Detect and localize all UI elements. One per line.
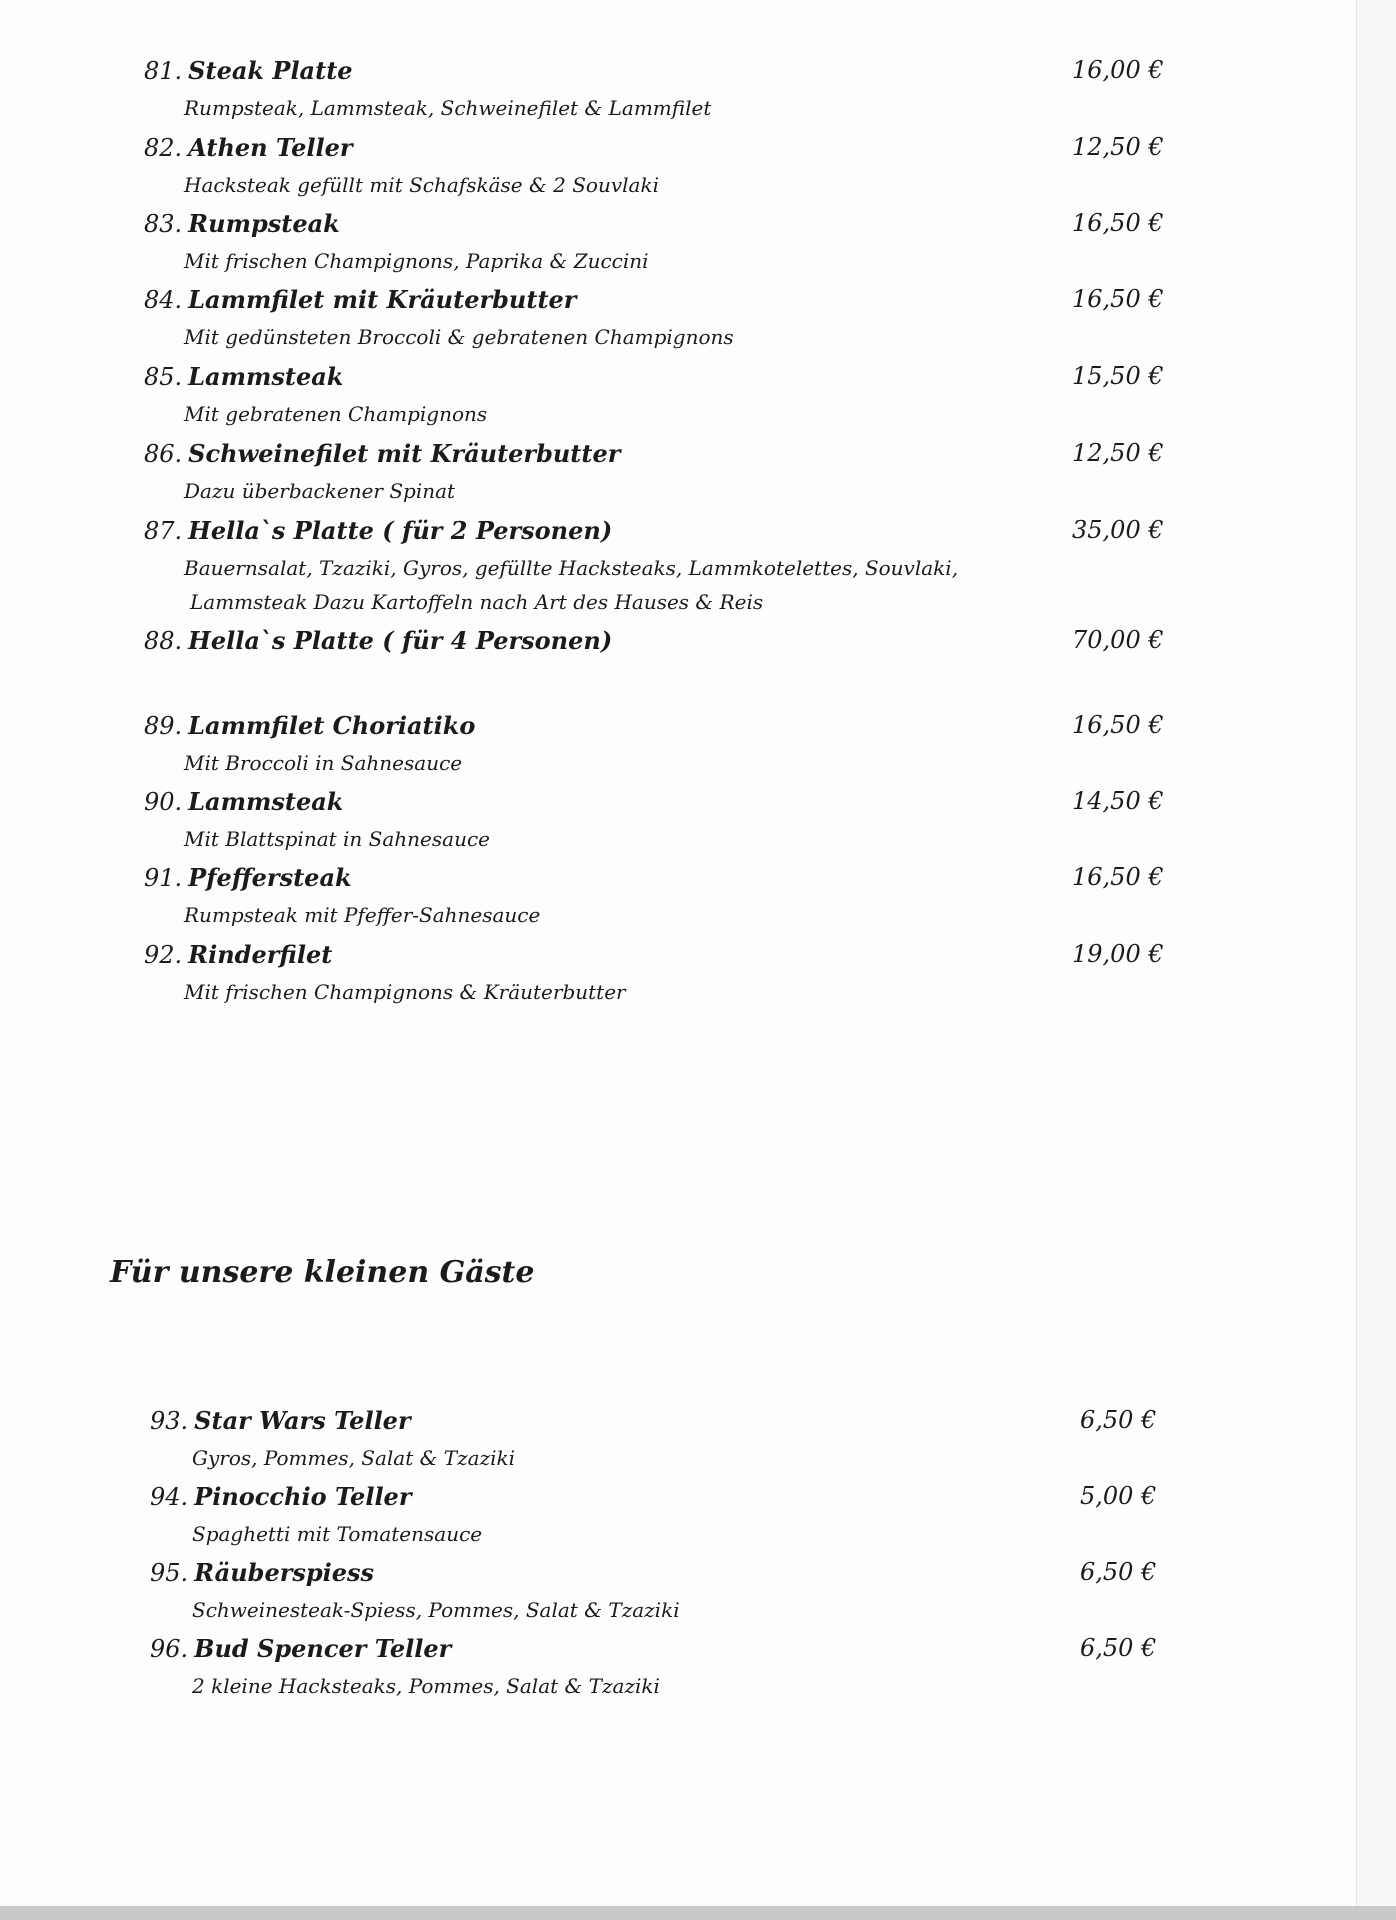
item-number: 89.: [144, 712, 183, 740]
item-number: 93.: [150, 1407, 189, 1435]
kids-section-title: Für unsere kleinen Gäste: [110, 1255, 535, 1290]
menu-item-title: [144, 209, 340, 238]
item-description: Gyros, Pommes, Salat & Tzaziki: [192, 1446, 516, 1470]
item-description: Hacksteak gefüllt mit Schafskäse & 2 Souvlaki: [184, 173, 659, 197]
item-description: Mit frischen Champignons, Paprika & Zuccini: [184, 249, 649, 273]
item-description: Bauernsalat, Tzaziki, Gyros, gefüllte Hacksteaks, Lammkotelettes, Souvlaki,: [184, 556, 959, 580]
menu-item-title: [150, 1558, 374, 1587]
item-name: Lammsteak: [188, 787, 344, 816]
item-price: 12,50 €: [1072, 133, 1164, 161]
item-price: 5,00 €: [1080, 1482, 1157, 1510]
item-number: 86.: [144, 440, 183, 468]
item-number: 92.: [144, 941, 183, 969]
item-name: Hella`s Platte ( für 2 Personen): [188, 516, 613, 545]
item-name: Lammfilet mit Kräuterbutter: [188, 285, 577, 314]
item-name: Lammfilet Choriatiko: [188, 711, 476, 740]
item-price: 16,50 €: [1072, 209, 1164, 237]
item-price: 12,50 €: [1072, 439, 1164, 467]
item-name: Rumpsteak: [188, 209, 340, 238]
menu-item-title: [144, 787, 343, 816]
item-name: Pfeffersteak: [188, 863, 352, 892]
item-name: Hella`s Platte ( für 4 Personen): [188, 626, 613, 655]
item-price: 70,00 €: [1072, 626, 1164, 654]
item-number: 87.: [144, 517, 183, 545]
item-description: Mit frischen Champignons & Kräuterbutter: [184, 980, 626, 1004]
menu-item-title: [150, 1634, 451, 1663]
item-number: 81.: [144, 57, 183, 85]
item-description: Schweinesteak-Spiess, Pommes, Salat & Tzaziki: [192, 1598, 680, 1622]
item-name: Rinderfilet: [188, 940, 333, 969]
item-number: 84.: [144, 286, 183, 314]
item-price: 6,50 €: [1080, 1406, 1157, 1434]
menu-item-title: [144, 56, 353, 85]
item-price: 19,00 €: [1072, 940, 1164, 968]
menu-item-title: [144, 626, 612, 655]
item-description: Mit Broccoli in Sahnesauce: [184, 751, 463, 775]
item-name: Schweinefilet mit Kräuterbutter: [188, 439, 621, 468]
item-price: 16,50 €: [1072, 863, 1164, 891]
item-price: 14,50 €: [1072, 787, 1164, 815]
menu-item-title: [144, 133, 353, 162]
item-price: 35,00 €: [1072, 516, 1164, 544]
item-description: Lammsteak Dazu Kartoffeln nach Art des Hauses & Reis: [190, 590, 764, 614]
item-price: 15,50 €: [1072, 362, 1164, 390]
menu-item-title: [144, 711, 475, 740]
menu-item-title: [144, 863, 352, 892]
item-description: Mit gebratenen Champignons: [184, 402, 488, 426]
item-price: 16,50 €: [1072, 711, 1164, 739]
item-number: 85.: [144, 363, 183, 391]
item-description: Rumpsteak, Lammsteak, Schweinefilet & Lammfilet: [184, 96, 712, 120]
item-number: 90.: [144, 788, 183, 816]
item-price: 16,00 €: [1072, 56, 1164, 84]
item-description: Spaghetti mit Tomatensauce: [192, 1522, 483, 1546]
item-number: 82.: [144, 134, 183, 162]
item-number: 88.: [144, 627, 183, 655]
item-name: Athen Teller: [188, 133, 353, 162]
menu-item-title: [144, 516, 612, 545]
item-name: Lammsteak: [188, 362, 344, 391]
item-price: 6,50 €: [1080, 1634, 1157, 1662]
menu-item-title: [144, 285, 576, 314]
item-description: Mit gedünsteten Broccoli & gebratenen Champignons: [184, 325, 734, 349]
menu-item-title: [144, 362, 343, 391]
item-number: 83.: [144, 210, 183, 238]
item-name: Pinocchio Teller: [194, 1482, 412, 1511]
item-name: Bud Spencer Teller: [194, 1634, 452, 1663]
item-number: 96.: [150, 1635, 189, 1663]
menu-item-title: [150, 1406, 411, 1435]
item-name: Steak Platte: [188, 56, 353, 85]
item-description: Rumpsteak mit Pfeffer-Sahnesauce: [184, 903, 541, 927]
page-edge-shadow: [0, 1906, 1396, 1920]
menu-item-title: [150, 1482, 411, 1511]
item-number: 95.: [150, 1559, 189, 1587]
item-number: 91.: [144, 864, 183, 892]
item-description: Mit Blattspinat in Sahnesauce: [184, 827, 490, 851]
item-name: Star Wars Teller: [194, 1406, 411, 1435]
item-price: 16,50 €: [1072, 285, 1164, 313]
item-description: 2 kleine Hacksteaks, Pommes, Salat & Tzaziki: [192, 1674, 660, 1698]
item-description: Dazu überbackener Spinat: [184, 479, 456, 503]
item-name: Räuberspiess: [194, 1558, 375, 1587]
menu-item-title: [144, 940, 332, 969]
item-number: 94.: [150, 1483, 189, 1511]
item-price: 6,50 €: [1080, 1558, 1157, 1586]
menu-item-title: [144, 439, 620, 468]
